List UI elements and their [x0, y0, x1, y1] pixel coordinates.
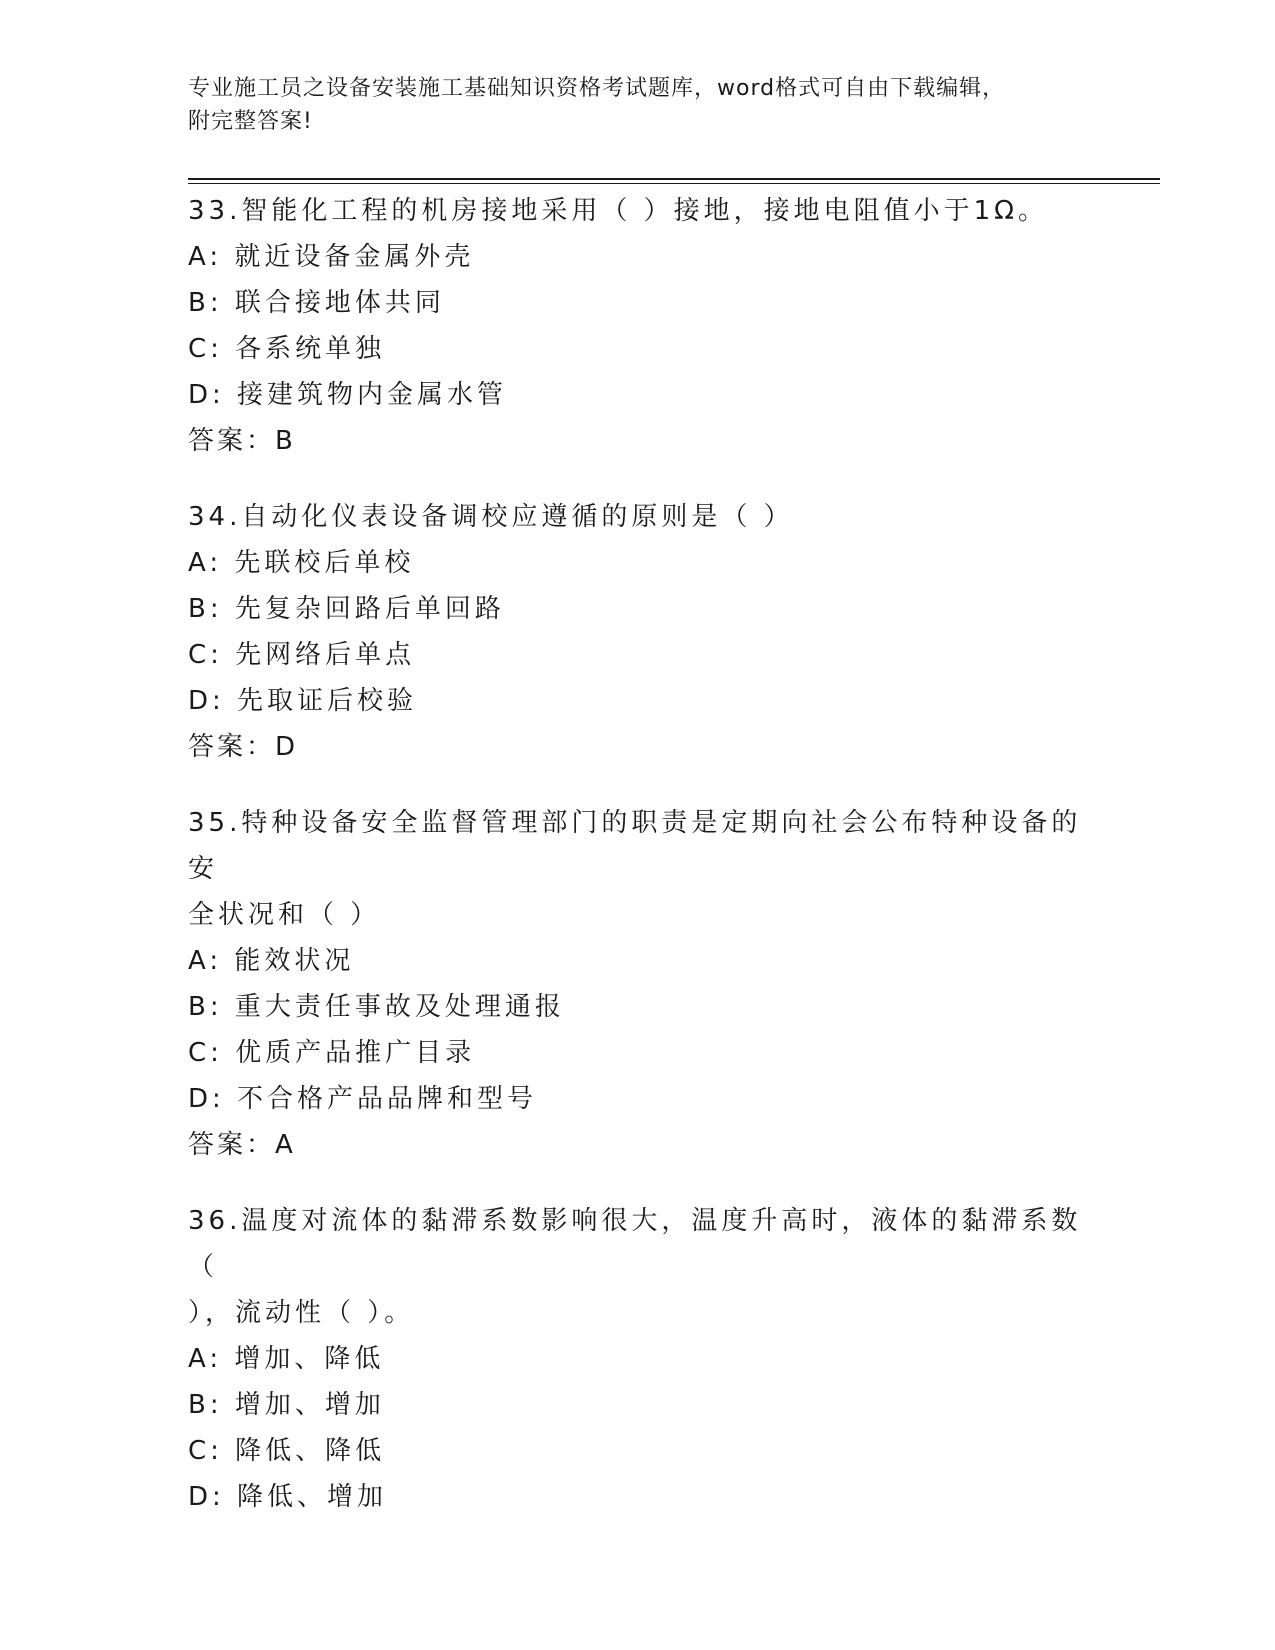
question-stem-line: ），流动性（ ）。: [188, 1298, 415, 1328]
option-b: B: 增加、增加: [188, 1390, 385, 1420]
question-36: [188, 1198, 1088, 1520]
answer-line: 答案：B: [188, 426, 296, 456]
option-d: D: 接建筑物内金属水管: [188, 380, 508, 410]
option-a: A: 就近设备金属外壳: [188, 242, 475, 272]
option-b: B: 重大责任事故及处理通报: [188, 992, 565, 1022]
answer-line: 答案：D: [188, 732, 299, 762]
header-line-1: 专业施工员之设备安装施工基础知识资格考试题库，word格式可自由下载编辑，: [188, 76, 1006, 101]
option-c: C: 降低、降低: [188, 1436, 386, 1466]
header-line-2: 附完整答案!: [188, 109, 313, 134]
option-c: C: 优质产品推广目录: [188, 1038, 476, 1068]
document-header: [188, 72, 1088, 138]
header-divider-thick: [188, 178, 1160, 180]
header-divider-thin: [188, 183, 1160, 184]
question-stem-line: 36.温度对流体的黏滞系数影响很大，温度升高时，液体的黏滞系数（: [188, 1206, 1082, 1282]
question-stem-line: 35.特种设备安全监督管理部门的职责是定期向社会公布特种设备的安: [188, 808, 1082, 884]
question-33: [188, 188, 1088, 464]
question-stem: [188, 1198, 1088, 1336]
option-c: C: 各系统单独: [188, 334, 386, 364]
option-a: A: 能效状况: [188, 946, 355, 976]
answer-line: 答案：A: [188, 1130, 296, 1160]
question-stem: [188, 188, 1088, 234]
question-stem: [188, 494, 1088, 540]
question-35: [188, 800, 1088, 1168]
question-stem-line: 33.智能化工程的机房接地采用（ ）接地，接地电阻值小于1Ω。: [188, 196, 1049, 226]
option-b: B: 联合接地体共同: [188, 288, 445, 318]
option-a: A: 先联校后单校: [188, 548, 415, 578]
option-d: D: 降低、增加: [188, 1482, 388, 1512]
option-d: D: 先取证后校验: [188, 686, 418, 716]
question-stem: [188, 800, 1088, 938]
option-a: A: 增加、降低: [188, 1344, 385, 1374]
option-c: C: 先网络后单点: [188, 640, 416, 670]
question-stem-line: 34.自动化仪表设备调校应遵循的原则是（ ）: [188, 502, 794, 532]
question-stem-line: 全状况和（ ）: [188, 900, 381, 930]
question-34: [188, 494, 1088, 770]
option-b: B: 先复杂回路后单回路: [188, 594, 505, 624]
option-d: D: 不合格产品品牌和型号: [188, 1084, 538, 1114]
question-list: [188, 188, 1088, 1550]
